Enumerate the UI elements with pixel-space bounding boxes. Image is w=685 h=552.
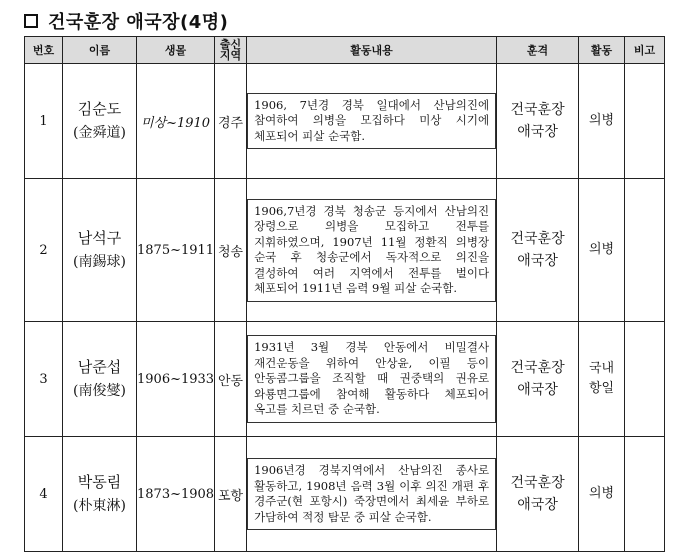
row-field [579, 322, 625, 437]
name-korean: 박동림 [77, 473, 122, 491]
field-line1: 의병 [589, 242, 615, 257]
row-field [579, 179, 625, 322]
row-region: 경주 [215, 64, 247, 179]
row-name [63, 64, 137, 179]
row-number: 2 [25, 179, 63, 322]
row-activity [247, 64, 497, 179]
name-korean: 김순도 [77, 100, 122, 118]
header-award: 훈격 [497, 37, 579, 64]
row-region: 안동 [215, 322, 247, 437]
award-line1: 건국훈장 [510, 231, 565, 247]
row-remarks [625, 322, 665, 437]
activity-text: 1931년 3월 경북 안동에서 비밀결사 재건운동을 위하여 안상윤, 이필 등이 안동콤그룹을 조직할 때 권중택의 권유로 와룡면그룹에 참여해 활동하다 체포되어 옥고를 치르던 중 순국함. [247, 335, 496, 423]
row-region: 청송 [215, 179, 247, 322]
field-line1: 의병 [589, 486, 615, 501]
award-line2: 애국장 [517, 253, 558, 269]
activity-text: 1906년경 경북지역에서 산남의진 종사로 활동하고, 1908년 음력 3월 이후 의진 개편 후 경주군(현 포항시) 죽장면에서 최세윤 부하로 가담하여 적정 탐문 중 피살 순국함. [247, 458, 496, 530]
name-hanja: (南錫球) [73, 254, 126, 270]
field-line1: 의병 [589, 113, 615, 128]
name-korean: 남준섭 [77, 358, 122, 376]
name-hanja: (南俊燮) [73, 383, 126, 399]
table-row [25, 322, 665, 437]
row-region: 포항 [215, 437, 247, 552]
award-line2: 애국장 [517, 497, 558, 513]
header-number: 번호 [25, 37, 63, 64]
row-remarks [625, 179, 665, 322]
header-row [25, 37, 665, 64]
activity-text: 1906,7년경 경북 청송군 등지에서 산남의진 장령으로 의병을 모집하고 전투를 지휘하였으며, 1907년 11월 정환직 의병장 순국 후 청송군에서 독자적으로 의진을 결성하여 여러 지역에서 전투를 벌이다 체포되어 1911년 음력 9월 피살 순국함. [247, 199, 496, 302]
row-life: 미상~1910 [137, 64, 215, 179]
award-line1: 건국훈장 [510, 360, 565, 376]
row-number: 1 [25, 64, 63, 179]
row-remarks [625, 437, 665, 552]
award-line1: 건국훈장 [510, 475, 565, 491]
document-title [24, 9, 228, 33]
header-name: 이름 [63, 37, 137, 64]
row-award [497, 179, 579, 322]
row-award [497, 437, 579, 552]
award-line2: 애국장 [517, 124, 558, 140]
header-region-line2: 지역 [219, 49, 242, 62]
row-activity [247, 179, 497, 322]
name-hanja: (朴東淋) [73, 498, 126, 514]
row-number: 4 [25, 437, 63, 552]
header-field: 활동 [579, 37, 625, 64]
row-life: 1873~1908 [137, 437, 215, 552]
row-remarks [625, 64, 665, 179]
award-line1: 건국훈장 [510, 102, 565, 118]
row-number: 3 [25, 322, 63, 437]
table-row [25, 437, 665, 552]
patriot-table [24, 36, 665, 552]
row-field [579, 437, 625, 552]
name-hanja: (金舜道) [73, 125, 126, 141]
row-name [63, 179, 137, 322]
header-region-line1: 출신 [219, 38, 242, 51]
row-activity [247, 322, 497, 437]
name-korean: 남석구 [77, 229, 122, 247]
row-award [497, 64, 579, 179]
title-text: 건국훈장 애국장(4명) [48, 12, 229, 33]
row-award [497, 322, 579, 437]
header-activity: 활동내용 [247, 37, 497, 64]
header-remarks: 비고 [625, 37, 665, 64]
header-life: 생몰 [137, 37, 215, 64]
table-row [25, 179, 665, 322]
row-name [63, 437, 137, 552]
checkbox-square-icon [24, 14, 38, 28]
field-line1: 국내 [589, 361, 615, 376]
field-line2: 항일 [589, 381, 615, 396]
row-life: 1906~1933 [137, 322, 215, 437]
header-region [215, 37, 247, 64]
row-field [579, 64, 625, 179]
row-life: 1875~1911 [137, 179, 215, 322]
activity-text: 1906, 7년경 경북 일대에서 산남의진에 참여하여 의병을 모집하다 미상 시기에 체포되어 피살 순국함. [247, 93, 496, 150]
award-line2: 애국장 [517, 382, 558, 398]
table-row [25, 64, 665, 179]
row-activity [247, 437, 497, 552]
row-name [63, 322, 137, 437]
